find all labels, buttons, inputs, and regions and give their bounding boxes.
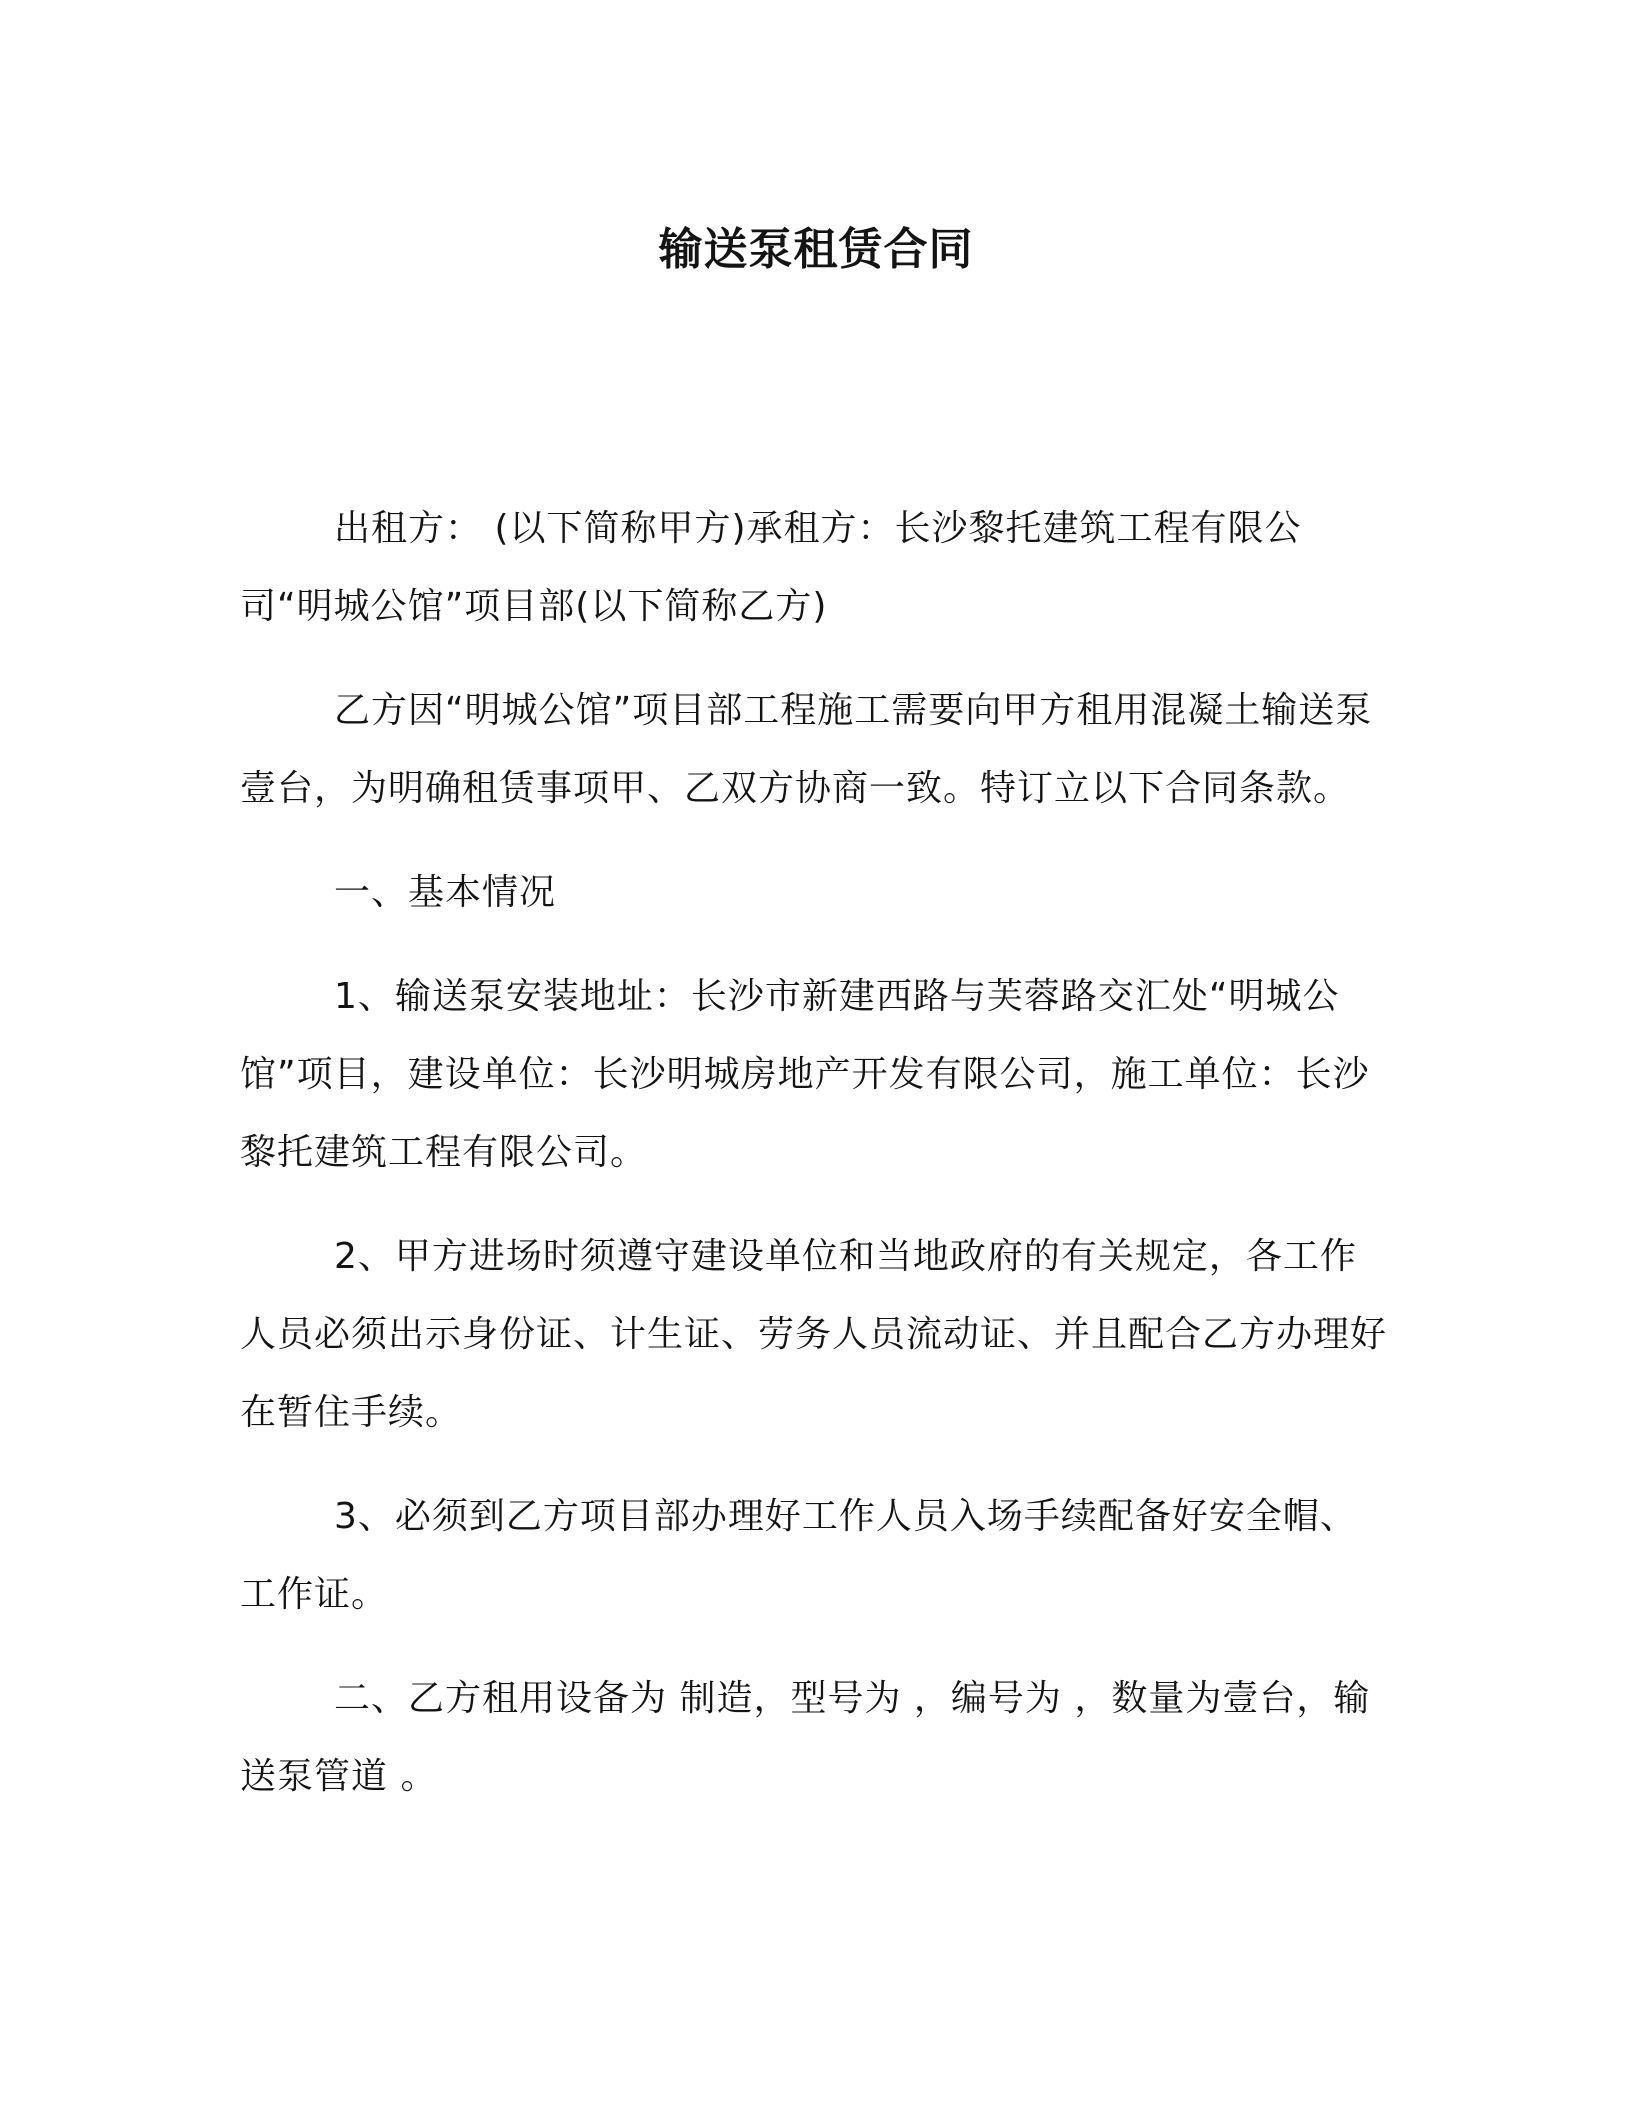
document-body xyxy=(240,490,1390,1842)
section-2-equipment: 二、乙方租用设备为 制造，型号为 ，编号为 ，数量为壹台，输送泵管道 。 xyxy=(240,1678,1371,1797)
paragraph-purpose: 乙方因“明城公馆”项目部工程施工需要向甲方租用混凝土输送泵壹台，为明确租赁事项甲、乙双方协商一致。特订立以下合同条款。 xyxy=(240,690,1373,809)
section-heading-basic-info: 一、基本情况 xyxy=(334,872,557,913)
clause-3-entry-procedures: 3、必须到乙方项目部办理好工作人员入场手续配备好安全帽、工作证。 xyxy=(240,1496,1357,1615)
document-title: 输送泵租赁合同 xyxy=(658,224,974,275)
clause-2-regulations: 2、甲方进场时须遵守建设单位和当地政府的有关规定，各工作人员必须出示身份证、计生证、劳务人员流动证、并且配合乙方办理好在暂住手续。 xyxy=(240,1236,1388,1433)
clause-1-install-address: 1、输送泵安装地址：长沙市新建西路与芙蓉路交汇处“明城公馆”项目，建设单位：长沙明城房地产开发有限公司，施工单位：长沙黎托建筑工程有限公司。 xyxy=(240,976,1370,1173)
paragraph-parties: 出租方： (以下简称甲方)承租方：长沙黎托建筑工程有限公司“明城公馆”项目部(以下简称乙方) xyxy=(240,508,1302,627)
